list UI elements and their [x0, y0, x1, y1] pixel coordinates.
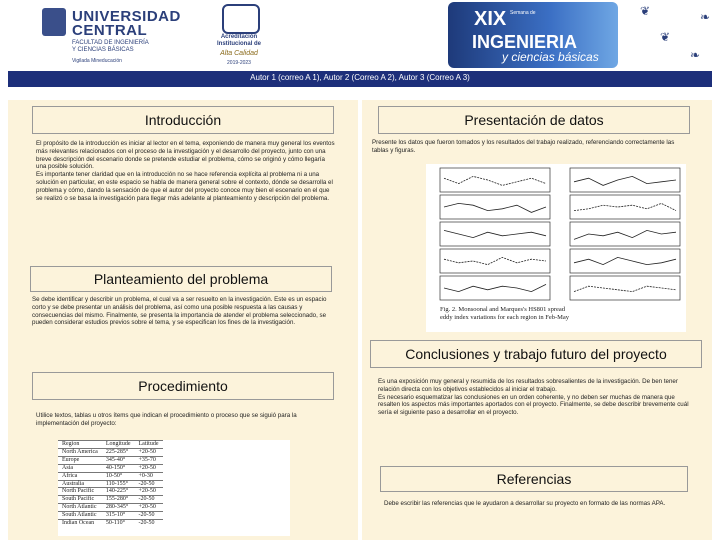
- figure-panel-frame: [440, 168, 550, 192]
- data-title: Presentación de datos: [378, 106, 690, 134]
- figure-panels: [426, 164, 686, 304]
- table-cell: Africa: [58, 472, 102, 480]
- figure-panel-frame: [570, 168, 680, 192]
- leaf-icon: ❦: [660, 30, 671, 44]
- table-row: [58, 504, 163, 512]
- table-cell: 140-225°: [102, 488, 135, 496]
- banner-week: Semana de: [510, 10, 536, 16]
- figure-panel-frame: [440, 195, 550, 219]
- regions-table: [58, 440, 163, 527]
- table-cell: +20-50: [135, 464, 163, 472]
- table-cell: 315-10°: [102, 512, 135, 520]
- accreditation-line3: Alta Calidad: [220, 50, 258, 57]
- references-body: Debe escribir las referencias que le ayudaron a desarrollar su proyecto en formato de las normas APA.: [384, 500, 666, 507]
- table-header-cell: Latitude: [135, 441, 163, 449]
- accreditation-line1: Acreditación: [220, 34, 258, 40]
- university-name-line1: UNIVERSIDAD: [72, 8, 181, 25]
- table-cell: -20-50: [135, 496, 163, 504]
- table-cell: -20-50: [135, 512, 163, 520]
- conclusions-title: Conclusiones y trabajo futuro del proyecto: [370, 340, 702, 368]
- table-cell: 10-50°: [102, 472, 135, 480]
- table-row: [58, 520, 163, 527]
- accreditation-seal-icon: [222, 4, 260, 34]
- event-banner: [448, 2, 618, 68]
- table-cell: 50-110°: [102, 520, 135, 527]
- figure-series-line: [444, 203, 546, 212]
- data-body: Presente los datos que fueron tomados y los resultados del trabajo realizado, referenciando correctamente las tablas y figuras.: [372, 139, 675, 154]
- table-cell: Australia: [58, 480, 102, 488]
- problem-title: Planteamiento del problema: [30, 266, 332, 292]
- leaf-icon: ❧: [690, 48, 701, 62]
- faculty-line1: FACULTAD DE INGENIERÍA: [72, 40, 149, 46]
- table-row: [58, 496, 163, 504]
- leaf-icon: ❧: [700, 10, 711, 24]
- accreditation-years: 2019-2023: [227, 60, 251, 66]
- table-cell: -20-50: [135, 520, 163, 527]
- table-cell: 345-40°: [102, 456, 135, 464]
- table-cell: Asia: [58, 464, 102, 472]
- figure-caption-line1: Fig. 2. Monsoonal and Marques's HS801 spread: [440, 306, 566, 313]
- table-cell: +20-50: [135, 448, 163, 456]
- university-name-line2: CENTRAL: [72, 22, 148, 39]
- problem-body: Se debe identificar y describir un problema, el cual va a ser resuelto en la investigación. Este es un espacio corto y se debe presentar un análisis del problema, así como una posible respuesta a las causas y consecuencias del mismo. Finalmente, se presenta la importancia de atender el problema seleccionado, se pueden considerar estudios previos sobre el tema, y se especifican los fines de la investigación.: [32, 296, 327, 327]
- table-row: [58, 448, 163, 456]
- table-cell: North America: [58, 448, 102, 456]
- accreditation-line2: Institucional de: [216, 41, 261, 47]
- procedure-body: Utilice textos, tablas u otros ítems que indican el procedimiento o proceso que se siguió para la implementación del proyecto:: [36, 412, 297, 427]
- intro-title: Introducción: [32, 106, 334, 134]
- table-row: [58, 512, 163, 520]
- university-tagline: Vigilada Mineducación: [72, 58, 122, 64]
- procedure-title: Procedimiento: [32, 372, 334, 400]
- table-cell: South Pacific: [58, 496, 102, 504]
- table-cell: +0-30: [135, 472, 163, 480]
- faculty-line2: Y CIENCIAS BÁSICAS: [72, 47, 134, 53]
- table-row: [58, 488, 163, 496]
- table-row: [58, 480, 163, 488]
- figure-series-line: [574, 286, 676, 291]
- figure-series-line: [574, 257, 676, 264]
- figure-series-line: [444, 176, 546, 185]
- table-cell: +35-70: [135, 456, 163, 464]
- table-cell: +20-50: [135, 488, 163, 496]
- table-cell: South Atlantic: [58, 512, 102, 520]
- figure-series-line: [444, 284, 546, 291]
- figure-series-line: [574, 176, 676, 185]
- table-cell: North Pacific: [58, 488, 102, 496]
- banner-suffix: y ciencias básicas: [502, 50, 599, 64]
- intro-body: El propósito de la introducción es iniciar al lector en el tema, exponiendo de manera muy general los eventos más relevantes relacionados con el proceso de la investigación y el desarrollo del proyecto, junto con una breve descripción del escenario donde se pretende estudiar el problema, cómo se originó y cómo llegaría una posible solución. Es importante tener claridad que en la introducción no se hace referencia explícita al problema ni a una solución en particular, en este espacio se habla de manera general sobre el contexto, dónde se desarrolla el problema y cómo, dando la sensación de que el autor del proyecto conoce muy bien el escenario en el que se realizó o se basa la investigación para llegar más adelante al planteamiento y descripción del problema.: [36, 140, 335, 202]
- banner-numeral: XIX: [474, 8, 507, 30]
- figure-panel-frame: [570, 249, 680, 273]
- leaf-icon: ❦: [640, 4, 651, 18]
- poster-header: [0, 0, 720, 70]
- table-cell: 40-150°: [102, 464, 135, 472]
- figure-caption-line2: eddy index variations for each region in Feb-May: [440, 314, 570, 321]
- figure-series-line: [444, 230, 546, 237]
- university-crest-icon: [42, 8, 66, 36]
- table-row: [58, 456, 163, 464]
- table-cell: North Atlantic: [58, 504, 102, 512]
- figure-series-line: [574, 203, 676, 210]
- table-cell: +20-50: [135, 504, 163, 512]
- table-cell: 155-280°: [102, 496, 135, 504]
- accreditation-logo: [204, 4, 274, 66]
- table-row: [58, 464, 163, 472]
- authors-bar: [8, 71, 712, 87]
- figure-series-line: [444, 257, 546, 264]
- figure-panel-frame: [570, 195, 680, 219]
- table-header-cell: Longitude: [102, 441, 135, 449]
- table-cell: -20-50: [135, 480, 163, 488]
- authors-text: Autor 1 (correo A 1), Autor 2 (Correo A 2), Autor 3 (Correo A 3): [250, 73, 470, 82]
- table-cell: 110-155°: [102, 480, 135, 488]
- table-cell: Indian Ocean: [58, 520, 102, 527]
- banner-word: INGENIERIA: [472, 32, 578, 52]
- figure-box: [426, 164, 686, 332]
- references-title: Referencias: [380, 466, 688, 492]
- table-cell: 225-285°: [102, 448, 135, 456]
- table-cell: 280-345°: [102, 504, 135, 512]
- conclusions-body: Es una exposición muy general y resumida de los resultados sobresalientes de la investigación. De ben tener relación directa con los objetivos establecidos al iniciar el trabajo. Es necesario esquematizar las conclusiones en un orden coherente, y no deben ser muchas de manera que resalten los aspectos más importantes aportados con el proyecto. Finalmente, se debe describir brevemente cuál sería el siguiente paso a desarrollar en el proyecto.: [378, 378, 689, 417]
- table-row: [58, 472, 163, 480]
- figure-series-line: [574, 230, 676, 239]
- table-cell: Europe: [58, 456, 102, 464]
- table-header-cell: Region: [58, 441, 102, 449]
- regions-table-wrap: [58, 440, 290, 536]
